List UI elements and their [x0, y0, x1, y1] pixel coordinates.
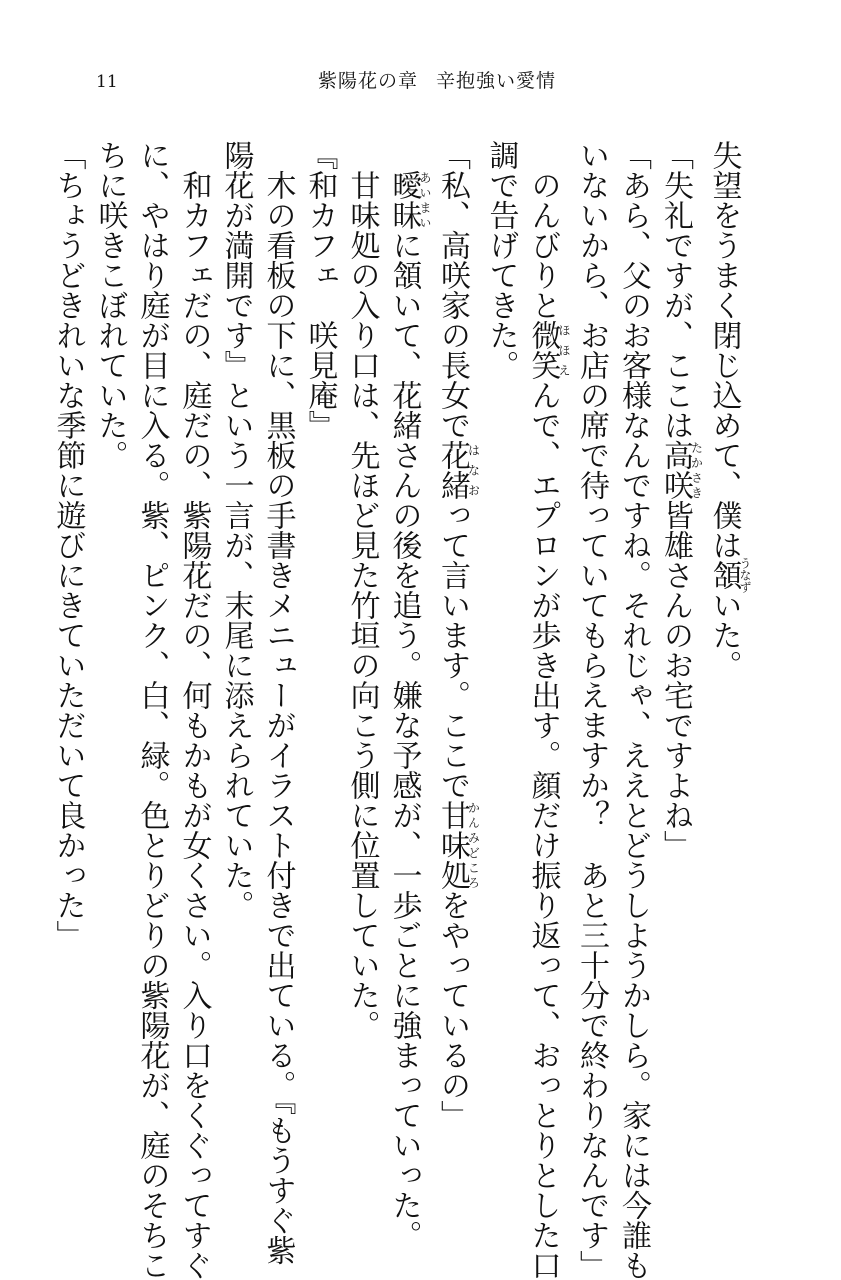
ruby-base: 頷	[706, 557, 742, 593]
text-line	[341, 140, 383, 1080]
text-line	[612, 140, 654, 1280]
text-line	[299, 140, 341, 1080]
ruby-annotation	[525, 320, 571, 380]
text-line	[47, 140, 89, 1080]
text-segment: 甘味処の入り口は、先ほど見た竹垣の向こう側に位置していた。	[344, 140, 380, 1040]
text-segment: 和カフェだの、庭だの、紫陽花だの、何もかもが女くさい。入り口をくぐってすぐ	[176, 140, 212, 1280]
text-segment: に頷いて、花緒さんの後を追う。嫌な予感が、一歩ごとに強まっていった。	[386, 230, 422, 1250]
ruby-annotation	[706, 557, 752, 593]
text-segment: のんびりと	[525, 140, 561, 320]
ruby-base: 曖昧	[386, 170, 422, 230]
text-segment: んで、エプロンが歩き出す。顔だけ振り返って、おっとりとした口	[525, 380, 561, 1280]
text-line	[89, 140, 131, 1080]
text-line	[480, 140, 522, 1080]
text-segment: 調で告げてきた。	[483, 140, 519, 380]
text-line	[215, 140, 257, 1080]
ruby-annotation	[658, 440, 704, 500]
ruby-annotation	[435, 440, 481, 500]
ruby-reading: かんみどころ	[466, 800, 481, 890]
ruby-reading: うなず	[738, 557, 752, 593]
text-segment: 陽花が満開です』という一言が、末尾に添えられていた。	[218, 140, 254, 920]
text-segment: 「私、高咲家の長女で	[435, 140, 470, 440]
ruby-reading: たかさき	[689, 440, 704, 500]
text-line	[131, 140, 173, 1280]
text-line	[431, 140, 481, 1130]
text-line	[257, 140, 299, 1265]
ruby-base: 甘味処	[435, 800, 470, 890]
text-segment: ちに咲きこぼれていた。	[92, 140, 128, 470]
text-segment: をやっているの」	[435, 890, 470, 1130]
ruby-base: 微笑	[525, 320, 561, 380]
text-line	[570, 140, 612, 1280]
ruby-base: 花緒	[435, 440, 470, 500]
text-segment: いないから、お店の席で待っていてもらえますか？ あと三十分で終わりなんです」	[574, 140, 609, 1280]
text-segment: 「ちょうどきれいな季節に遊びにきていただいて良かった」	[50, 140, 86, 950]
ruby-annotation	[386, 170, 432, 230]
text-segment: に、やはり庭が目に入る。紫、ピンク、白、緑。色とりどりの紫陽花が、庭のそちこ	[134, 140, 170, 1280]
text-segment: って言います。ここで	[435, 500, 470, 800]
page-number: 11	[96, 72, 118, 92]
ruby-annotation	[435, 800, 481, 890]
text-segment: 「あら、父のお客様なんですね。それじゃ、ええとどうしようかしら。家には今誰も	[616, 140, 651, 1280]
text-line	[383, 140, 432, 1250]
ruby-base: 高咲	[658, 440, 693, 500]
text-segment: 皆雄さんのお宅ですよね」	[658, 500, 693, 860]
text-segment: いた。	[706, 590, 742, 680]
text-segment: 「失礼ですが、ここは	[658, 140, 693, 440]
section-title: 辛抱強い愛情	[436, 70, 557, 92]
running-head	[318, 72, 556, 91]
text-segment: 木の看板の下に、黒板の手書きメニューがイラスト付きで出ている。『もうすぐ紫	[260, 140, 296, 1265]
text-segment: 『和カフェ 咲見庵』	[302, 140, 338, 440]
ruby-reading: ほほえ	[557, 320, 571, 380]
body-text	[50, 140, 752, 1280]
text-line	[173, 140, 215, 1280]
text-line	[522, 140, 571, 1280]
ruby-reading: あいまい	[418, 170, 432, 230]
text-segment: 失望をうまく閉じ込めて、僕は	[706, 140, 742, 560]
text-line	[703, 140, 752, 1080]
chapter-title: 紫陽花の章	[318, 70, 419, 92]
text-line	[654, 140, 703, 1080]
text-segment	[387, 140, 422, 170]
ruby-reading: はなお	[466, 440, 481, 500]
